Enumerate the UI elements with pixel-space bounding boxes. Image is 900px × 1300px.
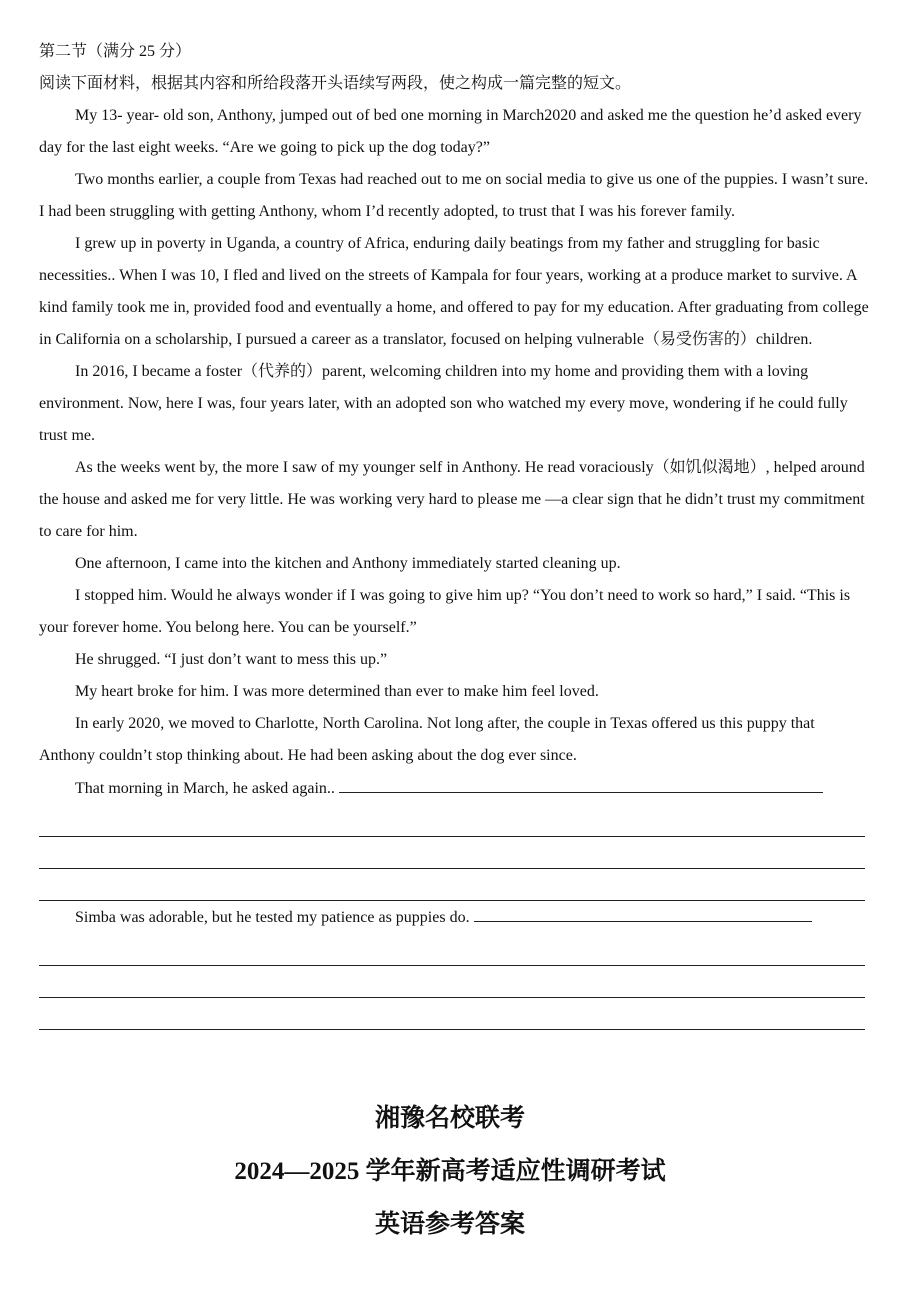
story-paragraph-2: Two months earlier, a couple from Texas had reached out to me on social media to give us one of the puppies. I wasn’t sure. I had been struggling with getting Anthony, whom I’d recently adopted, to trust that I was his forever family. (39, 171, 869, 220)
prompt-2-text: Simba was adorable, but he tested my patience as puppies do. (75, 909, 470, 926)
story-paragraph-3: I grew up in poverty in Uganda, a country of Africa, enduring daily beatings from my father and struggling for basic necessities.. When I was 10, I fled and lived on the streets of Kampala for four years, working at a produce market to survive. A kind family took me in, provided food and eventually a home, and offered to pay for my education. After graduating from college in California on a scholarship, I pursued a career as a translator, focused on helping vulnerable（易受伤害的）children. (39, 235, 869, 348)
exam-page (39, 36, 869, 1030)
story-paragraph-6: One afternoon, I came into the kitchen and Anthony immediately started cleaning up. (75, 555, 621, 572)
story-paragraph-1: My 13- year- old son, Anthony, jumped out of bed one morning in March2020 and asked me the question he’d asked every day for the last eight weeks. “Are we going to pick up the dog today?” (39, 107, 862, 156)
story-paragraph-9: My heart broke for him. I was more determined than ever to make him feel loved. (75, 683, 599, 700)
story-paragraph-8: He shrugged. “I just don’t want to mess this up.” (75, 651, 388, 668)
story-paragraph-10: In early 2020, we moved to Charlotte, North Carolina. Not long after, the couple in Texas offered us this puppy that Anthony couldn’t stop thinking about. He had been asking about the dog ever since. (39, 715, 815, 764)
writing-line[interactable] (39, 869, 865, 901)
writing-line[interactable] (39, 934, 865, 966)
writing-line[interactable] (39, 837, 865, 869)
story-paragraph-4: In 2016, I became a foster（代养的）parent, welcoming children into my home and providing them with a loving environment. Now, here I was, four years later, with an adopted son who watched my every move, wondering if he could fully trust me. (39, 363, 848, 444)
section-title: 第二节（满分 25 分） (39, 43, 192, 60)
answer-header-line3: 英语参考答案 (374, 1211, 525, 1238)
writing-blank-2[interactable] (474, 901, 812, 922)
writing-blank-1[interactable] (339, 772, 823, 793)
story-paragraph-5: As the weeks went by, the more I saw of my younger self in Anthony. He read voraciously（如饥似渴地）, helped around the house and asked me for very little. He was working very hard to please me —a clear sign that he didn’t trust my commitment to care for him. (39, 459, 865, 540)
story-paragraph-7: I stopped him. Would he always wonder if I was going to give him up? “You don’t need to work so hard,” I said. “This is your forever home. You belong here. You can be yourself.” (39, 587, 851, 636)
prompt-1-text: That morning in March, he asked again.. (75, 780, 335, 797)
answer-header-line2: 2024—2025 学年新高考适应性调研考试 (234, 1158, 666, 1185)
continuation-prompt-2 (39, 901, 869, 934)
continuation-prompt-1 (39, 772, 869, 805)
instructions: 阅读下面材料，根据其内容和所给段落开头语续写两段，使之构成一篇完整的短文。 (39, 75, 632, 92)
writing-line[interactable] (39, 805, 865, 837)
writing-line[interactable] (39, 998, 865, 1030)
answer-header-line1: 湘豫名校联考 (374, 1105, 525, 1132)
writing-line[interactable] (39, 966, 865, 998)
